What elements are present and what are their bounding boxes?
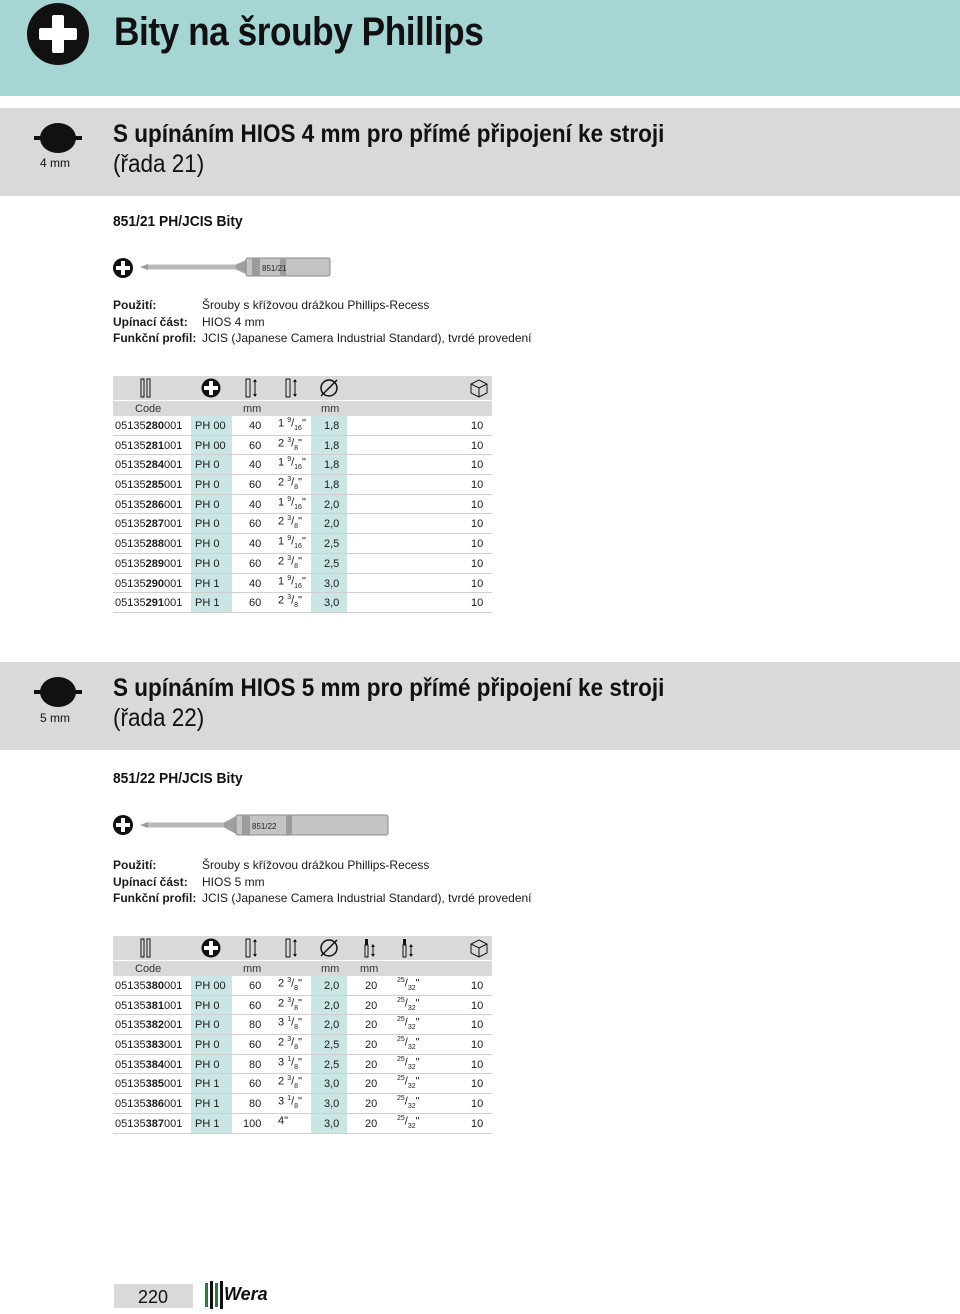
fraction-numerator: 25 xyxy=(397,1016,405,1024)
length-mm: 60 xyxy=(249,980,262,992)
diameter-mm: 2,0 xyxy=(324,518,340,531)
ph-size: PH 1 xyxy=(195,1078,220,1091)
fraction-denominator: 8 xyxy=(294,523,299,531)
table-row xyxy=(113,1055,492,1075)
article-code: 05135284001 xyxy=(115,459,183,472)
length-inch-cell: 1 $^9/_{16}$" xyxy=(278,574,306,590)
ph-size: PH 0 xyxy=(195,498,220,511)
fraction-denominator: 16 xyxy=(294,464,302,472)
pack-quantity: 10 xyxy=(471,1019,484,1032)
fraction-denominator: 8 xyxy=(294,483,299,491)
table-row xyxy=(113,534,492,554)
length-inch-cell: 2 $^3/_8$" xyxy=(278,996,302,1012)
length-inch-cell: 2 $^3/_8$" xyxy=(278,1036,302,1051)
fraction-numerator: 3 xyxy=(287,996,292,1004)
article-code: 05135382001 xyxy=(115,1019,183,1032)
length-inch-cell xyxy=(278,1115,288,1127)
shank-length-inch: $^{25}/_{32}$" xyxy=(397,1016,420,1032)
table-row xyxy=(113,1035,492,1055)
shank-length-inch: $^{25}/_{32}$" xyxy=(397,996,420,1012)
fraction-numerator: 3 xyxy=(287,977,292,984)
fraction-denominator: 16 xyxy=(294,582,302,590)
fraction-numerator: 25 xyxy=(397,1036,405,1044)
fraction-numerator: 25 xyxy=(397,977,405,984)
length-inch-whole: 2 xyxy=(278,997,285,1010)
shank-length-inch: $^{25}/_{32}$" xyxy=(397,1075,420,1091)
article-code: 05135287001 xyxy=(115,518,183,531)
fraction-numerator: 3 xyxy=(287,594,292,602)
fraction-denominator: 16 xyxy=(294,542,302,550)
length-inch-cell: 1 $^9/_{16}$" xyxy=(278,456,306,472)
diameter-mm: 2,5 xyxy=(324,557,340,570)
length-inch-whole: 2 xyxy=(278,1076,285,1089)
phillips-cross-icon xyxy=(201,378,221,398)
length-mm: 40 xyxy=(249,577,262,590)
table-row xyxy=(113,1074,492,1094)
fraction-numerator: 3 xyxy=(287,1036,292,1044)
diameter-mm: 2,0 xyxy=(324,1019,340,1032)
fraction-numerator: 9 xyxy=(287,495,292,503)
diameter-mm: 2,5 xyxy=(324,538,340,551)
ph-size: PH 0 xyxy=(195,1019,220,1032)
diameter-mm: 1,8 xyxy=(324,479,340,492)
info-block xyxy=(113,297,532,347)
diameter-mm: 3,0 xyxy=(324,577,340,590)
ph-size: PH 0 xyxy=(195,538,220,551)
pack-quantity: 10 xyxy=(471,980,484,992)
table-row xyxy=(113,574,492,594)
product-title: 851/21 PH/JCIS Bity xyxy=(113,213,243,230)
shank-length-mm: 20 xyxy=(365,1058,378,1071)
diameter-mm: 2,0 xyxy=(324,980,340,992)
table-icon-header xyxy=(113,936,492,960)
info-label: Použití: xyxy=(113,858,157,872)
section-subtitle: (řada 22) xyxy=(113,704,205,732)
length-inch-whole: 2 xyxy=(278,594,285,607)
page-number: 220 xyxy=(138,1287,169,1307)
info-value: JCIS (Japanese Camera Industrial Standard), tvrdé provedení xyxy=(202,891,532,905)
table-row xyxy=(113,475,492,495)
fraction-denominator: 32 xyxy=(407,1102,416,1110)
pack-quantity: 10 xyxy=(471,577,484,590)
fraction-numerator: 9 xyxy=(287,535,292,543)
pack-quantity: 10 xyxy=(471,1117,484,1130)
diameter-mm: 3,0 xyxy=(324,1078,340,1091)
fraction-numerator: 25 xyxy=(397,1075,405,1083)
pack-quantity: 10 xyxy=(471,557,484,570)
diameter-mm: 2,0 xyxy=(324,498,340,511)
length-inch-cell: 2 $^3/_8$" xyxy=(278,1075,302,1091)
ph-size: PH 0 xyxy=(195,479,220,492)
ph-size: PH 00 xyxy=(195,980,226,992)
shank-length-inch: $^{25}/_{32}$" xyxy=(397,1055,420,1071)
unit-length-mm: mm xyxy=(243,963,262,975)
table-row xyxy=(113,1114,492,1134)
table-icon-header xyxy=(113,376,492,400)
article-code: 05135290001 xyxy=(115,577,183,590)
brand-name: Wera xyxy=(224,1284,268,1304)
table-row xyxy=(113,976,492,996)
unit-code: Code xyxy=(135,403,162,415)
shank-length-inch-icon xyxy=(401,938,415,958)
fraction-denominator: 8 xyxy=(294,1102,299,1110)
info-label: Upínací část: xyxy=(113,314,188,329)
unit-shank-mm: mm xyxy=(360,963,379,975)
diameter-mm: 1,8 xyxy=(324,439,340,452)
table-row xyxy=(113,996,492,1016)
length-inch-whole: 2 xyxy=(278,476,285,489)
pack-quantity: 10 xyxy=(471,538,484,551)
length-mm: 60 xyxy=(249,518,262,531)
article-code: 05135285001 xyxy=(115,479,183,492)
length-inch-icon xyxy=(285,938,299,958)
diameter-mm: 2,5 xyxy=(324,1058,340,1071)
pack-quantity: 10 xyxy=(471,1078,484,1091)
fraction-numerator: 25 xyxy=(397,1055,405,1063)
ph-size: PH 1 xyxy=(195,597,220,610)
info-value: JCIS (Japanese Camera Industrial Standard), tvrdé provedení xyxy=(202,331,532,345)
ph-size: PH 00 xyxy=(195,420,226,432)
section-title: S upínáním HIOS 5 mm pro přímé připojení ke stroji xyxy=(113,674,665,702)
table-units-header xyxy=(113,400,492,416)
length-mm: 40 xyxy=(249,538,262,551)
article-code: 05135383001 xyxy=(115,1039,183,1052)
shank-length-mm: 20 xyxy=(365,1019,378,1032)
length-inch-whole: 1 xyxy=(278,417,285,430)
phillips-cross-icon xyxy=(113,258,133,278)
phillips-cross-icon xyxy=(201,938,221,958)
diameter-icon xyxy=(319,938,339,958)
table-row xyxy=(113,554,492,574)
length-inch-whole: 2 xyxy=(278,1036,285,1049)
phillips-cross-icon xyxy=(113,815,133,835)
length-mm: 60 xyxy=(249,439,262,452)
bit-label: 851/21 xyxy=(262,264,287,273)
length-inch-whole: 3 xyxy=(278,1056,285,1069)
article-code: 05135291001 xyxy=(115,597,183,610)
fraction-numerator: 1 xyxy=(287,1016,292,1024)
length-inch-whole: 2 xyxy=(278,977,285,990)
ph-size: PH 0 xyxy=(195,518,220,531)
length-inch-cell: 2 $^3/_8$" xyxy=(278,515,302,531)
spec-table-hios5 xyxy=(113,936,492,1134)
phillips-cross-icon xyxy=(27,3,89,65)
spec-table-hios4 xyxy=(113,376,492,613)
ph-size: PH 1 xyxy=(195,1098,220,1111)
section-subtitle: (řada 21) xyxy=(113,150,205,178)
length-inch-whole: 1 xyxy=(278,535,285,548)
fraction-numerator: 25 xyxy=(397,1114,405,1122)
diameter-mm: 3,0 xyxy=(324,597,340,610)
article-code: 05135380001 xyxy=(115,980,183,992)
hios-shank-icon xyxy=(34,677,82,707)
fraction-denominator: 32 xyxy=(407,1043,416,1051)
table-row xyxy=(113,1015,492,1035)
hios-label: 4 mm xyxy=(40,156,70,170)
shank-length-mm: 20 xyxy=(365,1117,378,1130)
fraction-denominator: 32 xyxy=(407,1083,416,1091)
unit-length-mm: mm xyxy=(243,403,262,415)
shank-length-inch: $^{25}/_{32}$" xyxy=(397,1036,420,1051)
info-value: HIOS 4 mm xyxy=(202,314,265,329)
fraction-denominator: 8 xyxy=(294,1004,299,1012)
info-value: Šrouby s křížovou drážkou Phillips-Recess xyxy=(202,298,430,312)
table-row xyxy=(113,1094,492,1114)
article-code: 05135386001 xyxy=(115,1098,183,1111)
fraction-numerator: 3 xyxy=(287,554,292,562)
fraction-denominator: 8 xyxy=(294,562,299,570)
product-title: 851/22 PH/JCIS Bity xyxy=(113,770,243,787)
length-mm-icon xyxy=(245,938,259,958)
fraction-numerator: 3 xyxy=(287,476,292,484)
fraction-denominator: 32 xyxy=(407,1004,416,1012)
length-inch: 4" xyxy=(278,1114,289,1127)
ph-size: PH 0 xyxy=(195,459,220,472)
fraction-numerator: 3 xyxy=(287,515,292,523)
length-inch-cell: 2 $^3/_8$" xyxy=(278,977,302,992)
ph-size: PH 1 xyxy=(195,577,220,590)
table-row xyxy=(113,593,492,613)
length-inch-cell: 1 $^9/_{16}$" xyxy=(278,495,306,511)
fraction-numerator: 9 xyxy=(287,417,292,424)
unit-diameter-mm: mm xyxy=(321,403,340,415)
pack-quantity: 10 xyxy=(471,498,484,511)
ph-size: PH 0 xyxy=(195,999,220,1012)
length-mm: 80 xyxy=(249,1019,262,1032)
length-mm: 80 xyxy=(249,1058,262,1071)
table-row xyxy=(113,495,492,515)
length-mm: 40 xyxy=(249,420,262,432)
pack-quantity: 10 xyxy=(471,597,484,610)
ph-size: PH 0 xyxy=(195,557,220,570)
shank-length-mm: 20 xyxy=(365,1078,378,1091)
fraction-denominator: 32 xyxy=(407,1063,416,1071)
pack-quantity: 10 xyxy=(471,420,484,432)
length-inch-cell: 1 $^9/_{16}$" xyxy=(278,535,306,550)
article-code: 05135288001 xyxy=(115,538,183,551)
fraction-denominator: 8 xyxy=(294,444,299,452)
unit-diameter-mm: mm xyxy=(321,963,340,975)
length-inch-cell: 3 $^1/_8$" xyxy=(278,1095,302,1110)
length-inch-cell: 2 $^3/_8$" xyxy=(278,476,302,491)
hios-shank-icon xyxy=(34,123,82,153)
length-inch-whole: 2 xyxy=(278,516,285,529)
pack-quantity: 10 xyxy=(471,459,484,472)
length-mm: 80 xyxy=(249,1098,262,1111)
length-inch-cell: 3 $^1/_8$" xyxy=(278,1016,302,1032)
pack-quantity: 10 xyxy=(471,1058,484,1071)
info-label: Funkční profil: xyxy=(113,891,197,905)
diameter-mm: 1,8 xyxy=(324,459,340,472)
ph-size: PH 0 xyxy=(195,1058,220,1071)
length-inch-whole: 2 xyxy=(278,437,285,450)
length-mm: 60 xyxy=(249,1078,262,1091)
wera-logo-icon xyxy=(204,1281,224,1309)
bit-type-icon xyxy=(139,938,153,958)
fraction-numerator: 1 xyxy=(287,1055,292,1063)
article-code: 05135387001 xyxy=(115,1117,183,1130)
fraction-numerator: 25 xyxy=(397,996,405,1004)
package-icon xyxy=(469,378,489,398)
info-label: Upínací část: xyxy=(113,874,188,889)
info-value: Šrouby s křížovou drážkou Phillips-Recess xyxy=(202,858,430,872)
table-row xyxy=(113,416,492,436)
bit-image xyxy=(140,256,335,278)
diameter-mm: 1,8 xyxy=(324,420,340,432)
length-inch-whole: 1 xyxy=(278,496,285,509)
length-mm: 40 xyxy=(249,498,262,511)
table-row xyxy=(113,436,492,456)
info-block xyxy=(113,857,532,907)
package-icon xyxy=(469,938,489,958)
pack-quantity: 10 xyxy=(471,999,484,1012)
fraction-denominator: 8 xyxy=(294,1043,299,1051)
fraction-denominator: 32 xyxy=(407,984,416,992)
shank-length-mm: 20 xyxy=(365,999,378,1012)
table-units-header xyxy=(113,960,492,976)
shank-length-mm: 20 xyxy=(365,980,378,992)
fraction-numerator: 9 xyxy=(287,574,292,582)
fraction-numerator: 3 xyxy=(287,1075,292,1083)
ph-size: PH 00 xyxy=(195,439,226,452)
length-inch-cell: 2 $^3/_8$" xyxy=(278,594,302,610)
info-label: Použití: xyxy=(113,298,157,312)
diameter-mm: 3,0 xyxy=(324,1117,340,1130)
length-mm: 60 xyxy=(249,479,262,492)
length-inch-whole: 1 xyxy=(278,575,285,588)
length-mm: 100 xyxy=(243,1117,262,1130)
length-inch-cell: 2 $^3/_8$" xyxy=(278,436,302,452)
hios-label: 5 mm xyxy=(40,711,70,725)
fraction-denominator: 16 xyxy=(294,424,302,432)
pack-quantity: 10 xyxy=(471,439,484,452)
fraction-numerator: 9 xyxy=(287,456,292,464)
fraction-numerator: 25 xyxy=(397,1095,405,1103)
length-inch-whole: 3 xyxy=(278,1017,285,1030)
pack-quantity: 10 xyxy=(471,1039,484,1052)
pack-quantity: 10 xyxy=(471,518,484,531)
length-mm-icon xyxy=(245,378,259,398)
fraction-denominator: 8 xyxy=(294,1024,299,1032)
article-code: 05135385001 xyxy=(115,1078,183,1091)
bit-label: 851/22 xyxy=(252,822,277,831)
fraction-numerator: 1 xyxy=(287,1095,292,1103)
diameter-mm: 2,5 xyxy=(324,1039,340,1052)
ph-size: PH 1 xyxy=(195,1117,220,1130)
length-inch-whole: 1 xyxy=(278,457,285,470)
article-code: 05135384001 xyxy=(115,1058,183,1071)
length-mm: 60 xyxy=(249,557,262,570)
fraction-denominator: 8 xyxy=(294,602,299,610)
length-mm: 60 xyxy=(249,999,262,1012)
bit-type-icon xyxy=(139,378,153,398)
shank-length-mm-icon xyxy=(363,938,377,958)
info-label: Funkční profil: xyxy=(113,331,197,345)
shank-length-mm: 20 xyxy=(365,1098,378,1111)
table-row xyxy=(113,455,492,475)
length-inch-cell: 1 $^9/_{16}$" xyxy=(278,417,306,432)
table-row xyxy=(113,514,492,534)
article-code: 05135281001 xyxy=(115,439,183,452)
ph-size: PH 0 xyxy=(195,1039,220,1052)
length-mm: 40 xyxy=(249,459,262,472)
article-code: 05135286001 xyxy=(115,498,183,511)
length-inch-cell: 3 $^1/_8$" xyxy=(278,1055,302,1071)
length-inch-whole: 2 xyxy=(278,555,285,568)
section-title: S upínáním HIOS 4 mm pro přímé připojení ke stroji xyxy=(113,120,665,148)
info-value: HIOS 5 mm xyxy=(202,874,265,889)
fraction-denominator: 16 xyxy=(294,503,302,511)
length-inch-whole: 3 xyxy=(278,1095,285,1108)
article-code: 05135289001 xyxy=(115,557,183,570)
fraction-denominator: 8 xyxy=(294,984,299,992)
pack-quantity: 10 xyxy=(471,479,484,492)
fraction-denominator: 32 xyxy=(407,1024,416,1032)
shank-length-inch: $^{25}/_{32}$" xyxy=(397,977,420,992)
length-inch-icon xyxy=(285,378,299,398)
diameter-mm: 2,0 xyxy=(324,999,340,1012)
length-mm: 60 xyxy=(249,1039,262,1052)
diameter-icon xyxy=(319,378,339,398)
page-title: Bity na šrouby Phillips xyxy=(114,10,484,54)
fraction-denominator: 32 xyxy=(407,1122,416,1130)
diameter-mm: 3,0 xyxy=(324,1098,340,1111)
article-code: 05135381001 xyxy=(115,999,183,1012)
fraction-denominator: 8 xyxy=(294,1083,299,1091)
pack-quantity: 10 xyxy=(471,1098,484,1111)
shank-length-inch: $^{25}/_{32}$" xyxy=(397,1114,420,1130)
fraction-numerator: 3 xyxy=(287,436,292,444)
length-inch-cell: 2 $^3/_8$" xyxy=(278,554,302,570)
article-code: 05135280001 xyxy=(115,420,183,432)
length-mm: 60 xyxy=(249,597,262,610)
shank-length-mm: 20 xyxy=(365,1039,378,1052)
fraction-denominator: 8 xyxy=(294,1063,299,1071)
unit-code: Code xyxy=(135,963,162,975)
bit-image xyxy=(140,813,392,837)
shank-length-inch: $^{25}/_{32}$" xyxy=(397,1095,420,1110)
